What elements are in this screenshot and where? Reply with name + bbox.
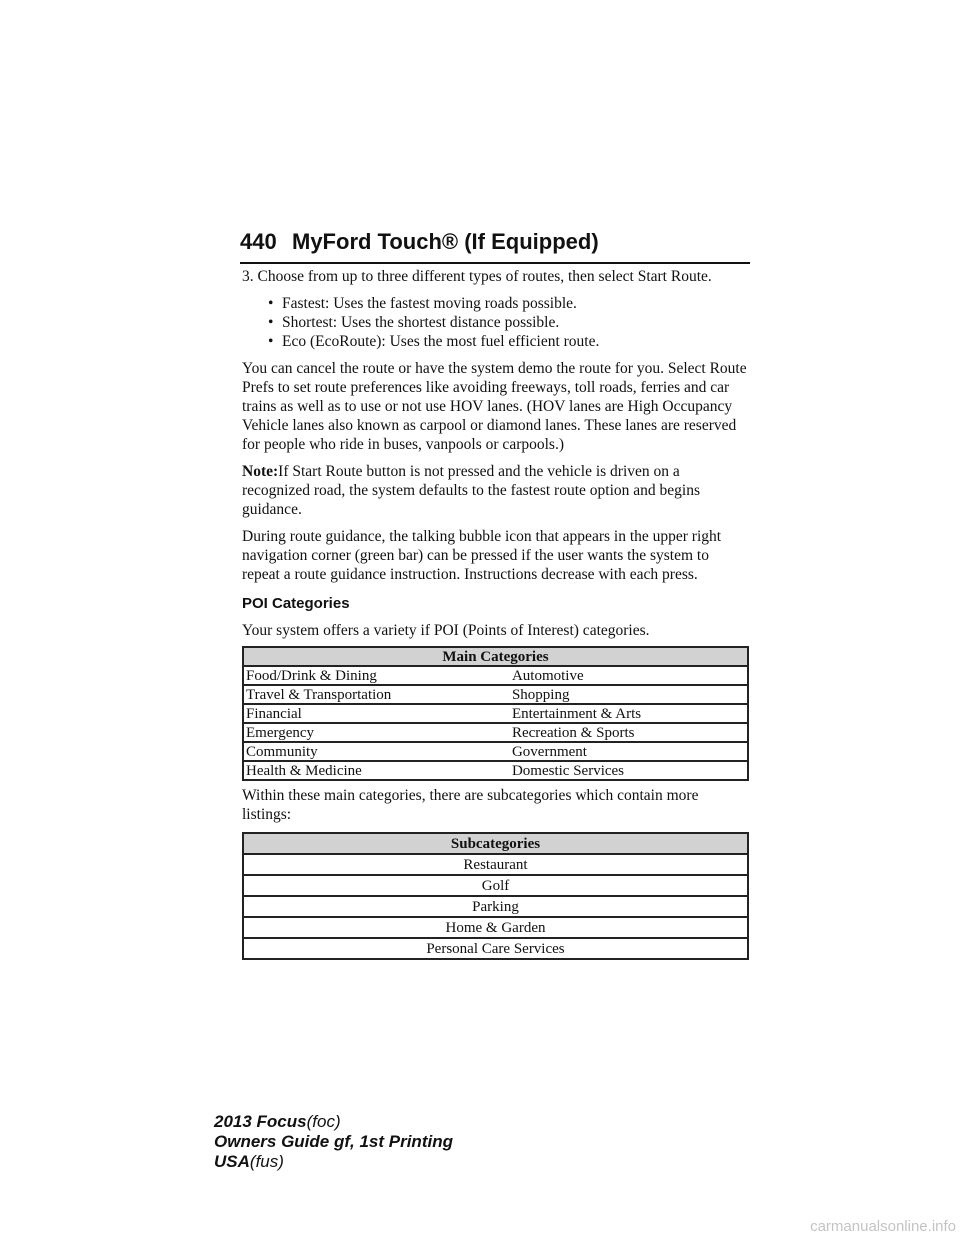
list-item: • Fastest: Uses the fastest moving roads possible. xyxy=(268,295,577,312)
main-categories-table xyxy=(242,646,749,781)
table-row: Community Government xyxy=(243,742,748,761)
table-row: Parking xyxy=(243,896,748,917)
note-label: Note: xyxy=(242,463,279,480)
table-row: Golf xyxy=(243,875,748,896)
cancel-paragraph: You can cancel the route or have the system demo the route for you. Select Route Prefs to set route preferences like avoiding freeways, toll roads, ferries and car trains as well as to use or not use HOV lanes. (HOV lanes are High Occupancy Vehicle lanes also known as carpool or diamond lanes. These lanes are reserved for people who ride in buses, vanpools or carpools.) xyxy=(242,360,747,453)
bullet-icon: • xyxy=(268,295,274,312)
route-type-list xyxy=(242,294,750,351)
table-row: Home & Garden xyxy=(243,917,748,938)
page-number: 440 xyxy=(240,229,277,254)
table-row: Emergency Recreation & Sports xyxy=(243,723,748,742)
table-row: Travel & Transportation Shopping xyxy=(243,685,748,704)
poi-intro: Your system offers a variety if POI (Points of Interest) categories. xyxy=(242,622,650,639)
table-header: Subcategories xyxy=(243,833,748,854)
watermark: carmanualsonline.info xyxy=(810,1218,956,1235)
page-title: MyFord Touch® (If Equipped) xyxy=(292,229,599,254)
header-rule xyxy=(240,262,750,264)
table-row: Financial Entertainment & Arts xyxy=(243,704,748,723)
print-footer: 2013 Focus(foc) Owners Guide gf, 1st Printing USA(fus) xyxy=(214,1112,453,1171)
page-content xyxy=(242,267,750,960)
table-row: Food/Drink & Dining Automotive xyxy=(243,666,748,685)
step-3: 3. Choose from up to three different types of routes, then select Start Route. xyxy=(242,268,712,285)
section-heading: POI Categories xyxy=(242,595,350,612)
table-header: Main Categories xyxy=(243,647,748,666)
table-row: Personal Care Services xyxy=(243,938,748,959)
list-item: • Eco (EcoRoute): Uses the most fuel efficient route. xyxy=(268,333,600,350)
note-text: If Start Route button is not pressed and the vehicle is driven on a recognized road, the system defaults to the fastest route option and begins guidance. xyxy=(242,463,700,518)
subcategories-table xyxy=(242,832,749,960)
guidance-paragraph: During route guidance, the talking bubble icon that appears in the upper right navigation corner (green bar) can be pressed if the user wants the system to repeat a route guidance instruction. Instructions decrease with each press. xyxy=(242,528,722,583)
table-row: Restaurant xyxy=(243,854,748,875)
bullet-icon: • xyxy=(268,333,274,350)
bullet-icon: • xyxy=(268,314,274,331)
note-paragraph xyxy=(242,462,750,519)
list-item: • Shortest: Uses the shortest distance possible. xyxy=(268,314,560,331)
subcategories-intro: Within these main categories, there are subcategories which contain more listings: xyxy=(242,787,699,823)
table-row: Health & Medicine Domestic Services xyxy=(243,761,748,780)
